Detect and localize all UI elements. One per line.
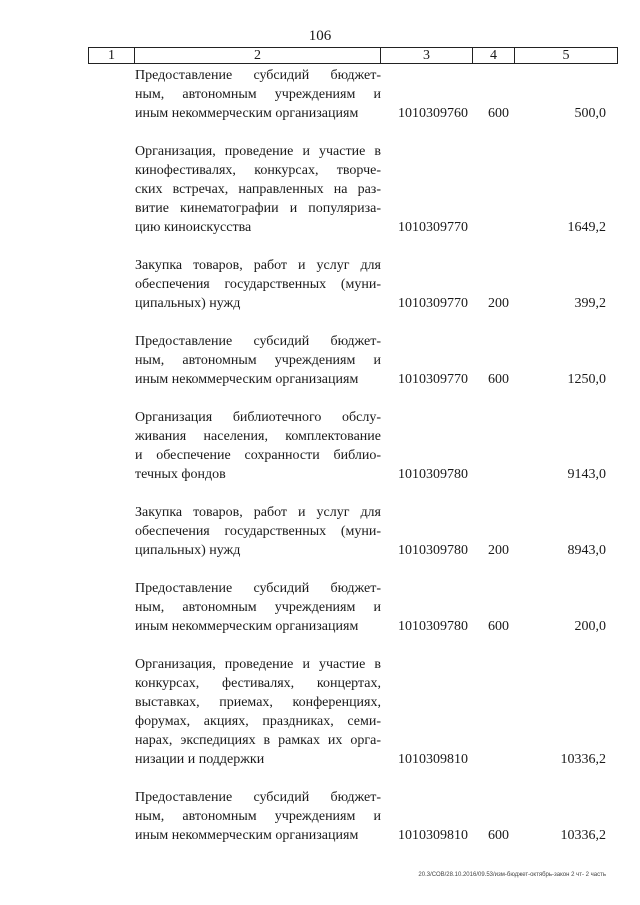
- row-description: [135, 66, 381, 123]
- description-line: ципальных) нужд: [135, 543, 241, 558]
- row-expense-type: 200: [488, 543, 509, 558]
- row-code: 1010309770: [398, 296, 468, 311]
- description-line: ным, автономным учреждениям и: [135, 809, 381, 824]
- description-line: живания населения, комплектование: [135, 429, 381, 444]
- description-line: выставках, приемах, конференциях,: [135, 695, 381, 710]
- description-line: нарах, экспедициях в рамках их орга-: [135, 733, 381, 748]
- description-line: кинофестивалях, конкурсах, творче-: [135, 163, 381, 178]
- row-amount: 8943,0: [567, 543, 606, 558]
- row-expense-type: 200: [488, 296, 509, 311]
- row-code: 1010309770: [398, 220, 468, 235]
- row-amount: 500,0: [574, 106, 606, 121]
- row-description: [135, 256, 381, 313]
- description-line: конкурсах, фестивалях, концертах,: [135, 676, 381, 691]
- description-line: Организация, проведение и участие в: [135, 144, 381, 159]
- description-line: Предоставление субсидий бюджет-: [135, 790, 381, 805]
- row-description: [135, 503, 381, 560]
- row-amount: 10336,2: [560, 752, 606, 767]
- description-line: и обеспечение сохранности библио-: [135, 448, 381, 463]
- table-row: [0, 66, 640, 123]
- table-row: [0, 503, 640, 560]
- description-line: Предоставление субсидий бюджет-: [135, 68, 381, 83]
- description-line: ских встречах, направленных на раз-: [135, 182, 381, 197]
- table-row: [0, 655, 640, 769]
- row-amount: 399,2: [574, 296, 606, 311]
- description-line: Организация библиотечного обслу-: [135, 410, 381, 425]
- footer-file-path: 20.3/СОВ/28.10.2016/09.53/изм-бюджет-октябрь-закон 2 чт- 2 часть: [418, 872, 606, 878]
- description-line: витие кинематографии и популяриза-: [135, 201, 381, 216]
- row-code: 1010309760: [398, 106, 468, 121]
- row-description: [135, 332, 381, 389]
- row-amount: 1250,0: [567, 372, 606, 387]
- description-line: обеспечения государственных (муни-: [135, 524, 381, 539]
- table-row: [0, 332, 640, 389]
- description-line: иным некоммерческим организациям: [135, 828, 359, 843]
- table-row: [0, 408, 640, 484]
- row-code: 1010309780: [398, 619, 468, 634]
- header-col-5: 5: [562, 48, 570, 63]
- description-line: ным, автономным учреждениям и: [135, 87, 381, 102]
- table-row: [0, 579, 640, 636]
- row-code: 1010309810: [398, 752, 468, 767]
- row-description: [135, 142, 381, 237]
- row-code: 1010309770: [398, 372, 468, 387]
- description-line: низации и поддержки: [135, 752, 265, 767]
- description-line: Закупка товаров, работ и услуг для: [135, 505, 381, 520]
- row-amount: 9143,0: [567, 467, 606, 482]
- row-description: [135, 655, 381, 769]
- header-col-4: 4: [473, 48, 515, 63]
- row-expense-type: 600: [488, 106, 509, 121]
- description-line: Предоставление субсидий бюджет-: [135, 581, 381, 596]
- description-line: Организация, проведение и участие в: [135, 657, 381, 672]
- row-code: 1010309780: [398, 543, 468, 558]
- table-row: [0, 788, 640, 845]
- row-amount: 200,0: [574, 619, 606, 634]
- description-line: обеспечения государственных (муни-: [135, 277, 381, 292]
- header-col-1: 1: [89, 48, 135, 63]
- description-line: Предоставление субсидий бюджет-: [135, 334, 381, 349]
- table-header: [88, 47, 618, 64]
- row-code: 1010309780: [398, 467, 468, 482]
- description-line: иным некоммерческим организациям: [135, 372, 359, 387]
- description-line: ным, автономным учреждениям и: [135, 353, 381, 368]
- description-line: иным некоммерческим организациям: [135, 106, 359, 121]
- description-line: цию киноискусства: [135, 220, 252, 235]
- row-expense-type: 600: [488, 372, 509, 387]
- table-row: [0, 142, 640, 237]
- row-amount: 10336,2: [560, 828, 606, 843]
- row-description: [135, 408, 381, 484]
- description-line: течных фондов: [135, 467, 226, 482]
- description-line: иным некоммерческим организациям: [135, 619, 359, 634]
- header-col-3: 3: [381, 48, 473, 63]
- description-line: ципальных) нужд: [135, 296, 241, 311]
- row-description: [135, 579, 381, 636]
- description-line: Закупка товаров, работ и услуг для: [135, 258, 381, 273]
- description-line: ным, автономным учреждениям и: [135, 600, 381, 615]
- page-number: 106: [308, 28, 332, 44]
- row-amount: 1649,2: [567, 220, 606, 235]
- row-code: 1010309810: [398, 828, 468, 843]
- row-expense-type: 600: [488, 619, 509, 634]
- table-row: [0, 256, 640, 313]
- row-description: [135, 788, 381, 845]
- description-line: форумах, акциях, праздниках, семи-: [135, 714, 381, 729]
- header-col-2: 2: [135, 48, 381, 63]
- row-expense-type: 600: [488, 828, 509, 843]
